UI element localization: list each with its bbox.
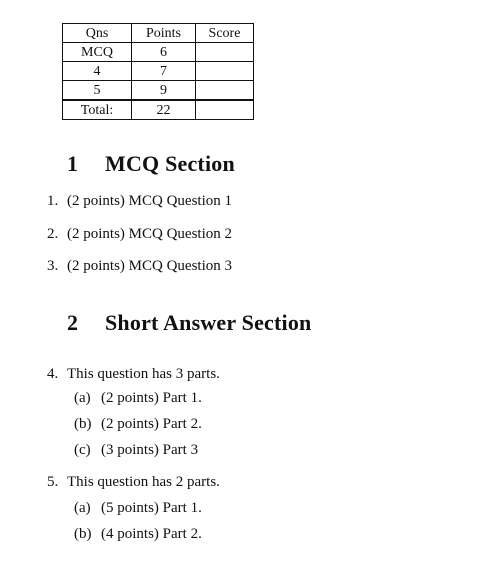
- section-title: Short Answer Section: [105, 310, 312, 335]
- question-item: [47, 258, 232, 275]
- row-qns: MCQ: [63, 43, 132, 62]
- row-points: 7: [132, 62, 196, 81]
- total-score: [196, 100, 254, 120]
- question-text: (2 points) MCQ Question 2: [67, 226, 232, 242]
- row-score: [196, 43, 254, 62]
- question-part: [74, 500, 202, 517]
- table-row: [63, 81, 254, 101]
- row-score: [196, 62, 254, 81]
- points-table: [62, 23, 254, 120]
- question-text: (2 points) MCQ Question 3: [67, 258, 232, 274]
- question-number: 5.: [47, 474, 59, 490]
- question-part: [74, 390, 202, 407]
- question-part: [74, 442, 198, 459]
- total-points: 22: [132, 100, 196, 120]
- table-total-row: [63, 100, 254, 120]
- section-number: 2: [67, 310, 79, 335]
- question-part: [74, 416, 202, 433]
- row-qns: 5: [63, 81, 132, 101]
- header-score: Score: [196, 24, 254, 43]
- header-points: Points: [132, 24, 196, 43]
- row-qns: 4: [63, 62, 132, 81]
- header-qns: Qns: [63, 24, 132, 43]
- question-number: 4.: [47, 366, 59, 382]
- question-text: This question has 3 parts.: [67, 366, 220, 382]
- table-row: [63, 43, 254, 62]
- part-text: (3 points) Part 3: [101, 442, 199, 458]
- table-header-row: [63, 24, 254, 43]
- question-text: (2 points) MCQ Question 1: [67, 193, 232, 209]
- part-text: (4 points) Part 2.: [101, 526, 202, 542]
- part-label: (c): [74, 442, 91, 458]
- total-label: Total:: [63, 100, 132, 120]
- part-text: (2 points) Part 1.: [101, 390, 202, 406]
- question-item: [47, 366, 220, 383]
- section-title: MCQ Section: [105, 151, 235, 176]
- section-heading-mcq: [67, 151, 235, 177]
- part-text: (5 points) Part 1.: [101, 500, 202, 516]
- question-number: 1.: [47, 193, 59, 209]
- question-part: [74, 526, 202, 543]
- row-score: [196, 81, 254, 101]
- question-text: This question has 2 parts.: [67, 474, 220, 490]
- part-label: (b): [74, 526, 92, 542]
- part-text: (2 points) Part 2.: [101, 416, 202, 432]
- row-points: 6: [132, 43, 196, 62]
- section-heading-short-answer: [67, 310, 312, 336]
- row-points: 9: [132, 81, 196, 101]
- table-row: [63, 62, 254, 81]
- question-item: [47, 474, 220, 491]
- question-item: [47, 193, 232, 210]
- part-label: (b): [74, 416, 92, 432]
- question-item: [47, 226, 232, 243]
- question-number: 2.: [47, 226, 59, 242]
- part-label: (a): [74, 500, 91, 516]
- part-label: (a): [74, 390, 91, 406]
- section-number: 1: [67, 151, 79, 176]
- question-number: 3.: [47, 258, 59, 274]
